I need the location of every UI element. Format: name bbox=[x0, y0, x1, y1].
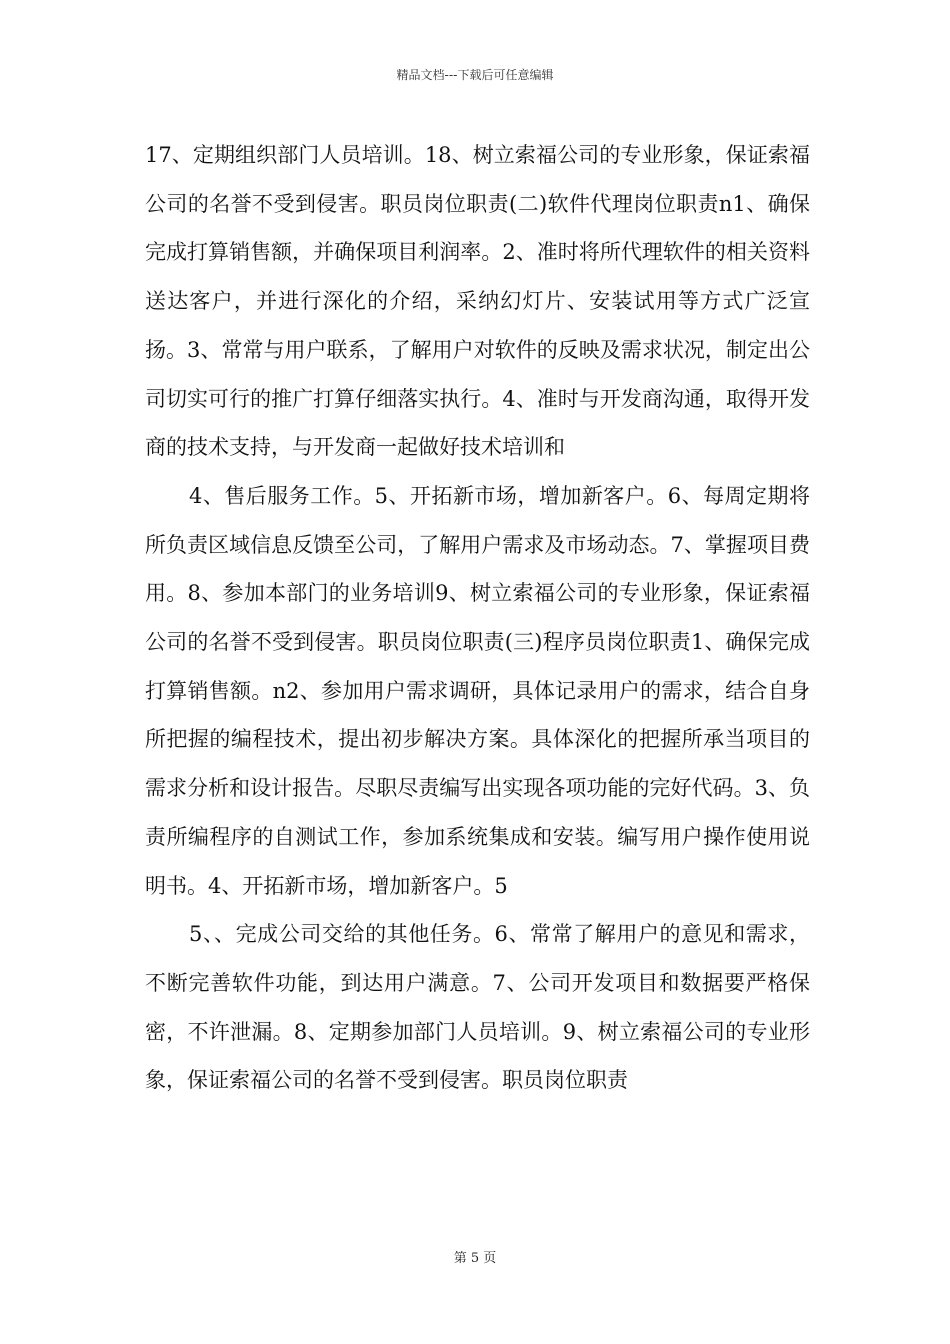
page-header: 精品文档---下载后可任意编辑 bbox=[396, 68, 554, 82]
document-body bbox=[145, 131, 810, 1105]
paragraph-3: 5、、完成公司交给的其他任务。6、常常了解用户的意见和需求，不断完善软件功能，到达用户满意。7、公司开发项目和数据要严格保密，不许泄漏。8、定期参加部门人员培训。9、树立索福公司的专业形象，保证索福公司的名誉不受到侵害。职员岗位职责 bbox=[145, 922, 810, 1093]
paragraph-2: 4、售后服务工作。5、开拓新市场，增加新客户。6、每周定期将所负责区域信息反馈至公司，了解用户需求及市场动态。7、掌握项目费用。8、参加本部门的业务培训9、树立索福公司的专业形象，保证索福公司的名誉不受到侵害。职员岗位职责(三)程序员岗位职责1、确保完成打算销售额。n2、参加用户需求调研，具体记录用户的需求，结合自身所把握的编程技术，提出初步解决方案。具体深化的把握所承当项目的需求分析和设计报告。尽职尽责编写出实现各项功能的完好代码。3、负责所编程序的自测试工作，参加系统集成和安装。编写用户操作使用说明书。4、开拓新市场，增加新客户。5 bbox=[145, 483, 810, 898]
paragraph-1: 17、定期组织部门人员培训。18、树立索福公司的专业形象，保证索福公司的名誉不受到侵害。职员岗位职责(二)软件代理岗位职责n1、确保完成打算销售额，并确保项目利润率。2、准时将所代理软件的相关资料送达客户，并进行深化的介绍，采纳幻灯片、安装试用等方式广泛宣扬。3、常常与用户联系，了解用户对软件的反映及需求状况，制定出公司切实可行的推广打算仔细落实执行。4、准时与开发商沟通，取得开发商的技术支持，与开发商一起做好技术培训和 bbox=[145, 143, 810, 460]
page-number: 第 5 页 bbox=[453, 1251, 497, 1266]
